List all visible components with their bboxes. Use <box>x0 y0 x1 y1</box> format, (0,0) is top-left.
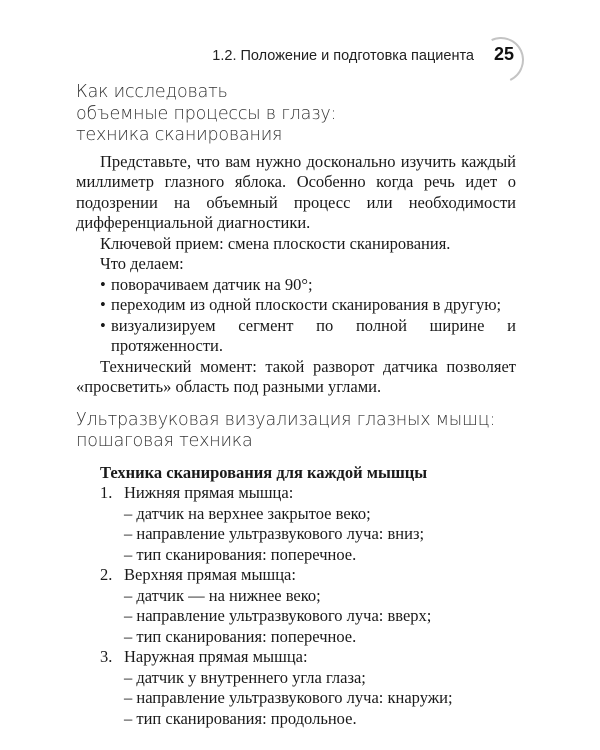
bullet-icon: • <box>100 274 106 294</box>
muscle-detail: – направление ультразвукового луча: вниз; <box>124 524 425 543</box>
bullet-icon: • <box>100 295 106 314</box>
muscle-detail: – направление ультразвукового луча: вверх; <box>124 606 432 625</box>
muscle-name: Нижняя прямая мышца: <box>124 483 294 502</box>
page-number-arc <box>472 31 531 90</box>
section-heading-volumetric <box>76 82 516 147</box>
muscle-detail: – датчик на верхнее закрытое веко; <box>124 503 371 523</box>
list-item: • поворачиваем датчик на 90°; <box>100 274 313 294</box>
muscle-detail: – тип сканирования: поперечное. <box>124 544 357 564</box>
list-item: • визуализируем сегмент по полной ширине и протяженности. <box>100 315 516 355</box>
page-content <box>76 82 516 729</box>
bullet-icon: • <box>100 315 106 335</box>
muscle-number: 1. <box>100 483 113 502</box>
heading-line: Ультразвуковая визуализация глазных мышц: <box>76 409 496 430</box>
muscle-detail: – направление ультразвукового луча: кнаружи; <box>124 688 453 707</box>
section-heading-muscles <box>76 410 516 453</box>
technical-moment-paragraph: Технический момент: такой разворот датчика позволяет «просветить» область под разными углами. <box>76 356 516 396</box>
muscle-number: 3. <box>100 647 113 666</box>
heading-line: техника сканирования <box>76 125 283 145</box>
key-technique-line: Ключевой прием: смена плоскости сканирования. <box>100 233 451 253</box>
page-header <box>0 40 600 76</box>
heading-line: объемные процессы в глазу: <box>76 103 337 124</box>
muscle-detail: – тип сканирования: поперечное. <box>124 626 357 646</box>
page-number: 25 <box>493 44 514 64</box>
list-item: • переходим из одной плоскости сканирования в другую; <box>100 295 502 314</box>
heading-line: пошаговая техника <box>76 431 253 451</box>
muscle-detail: – тип сканирования: продольное. <box>124 708 357 728</box>
heading-line: Как исследовать <box>76 82 228 102</box>
muscle-item <box>100 483 516 565</box>
muscle-item <box>100 647 516 729</box>
technique-subtitle: Техника сканирования для каждой мышцы <box>100 462 428 482</box>
muscle-name: Наружная прямая мышца: <box>124 647 308 666</box>
muscle-name: Верхняя прямая мышца: <box>124 565 296 584</box>
muscle-list <box>76 483 516 729</box>
muscle-number: 2. <box>100 565 113 584</box>
running-title: 1.2. Положение и подготовка пациента <box>212 48 474 64</box>
action-list <box>76 275 516 357</box>
intro-paragraph: Представьте, что вам нужно досконально изучить каждый миллиметр глазного яблока. Особенно когда речь идет о подозрении на объемный процесс или необходимости дифференциальной диагностики. <box>76 151 516 232</box>
muscle-item <box>100 565 516 647</box>
muscle-detail: – датчик — на нижнее веко; <box>124 585 321 605</box>
muscle-detail: – датчик у внутреннего угла глаза; <box>124 667 366 687</box>
what-we-do-line: Что делаем: <box>100 254 184 273</box>
